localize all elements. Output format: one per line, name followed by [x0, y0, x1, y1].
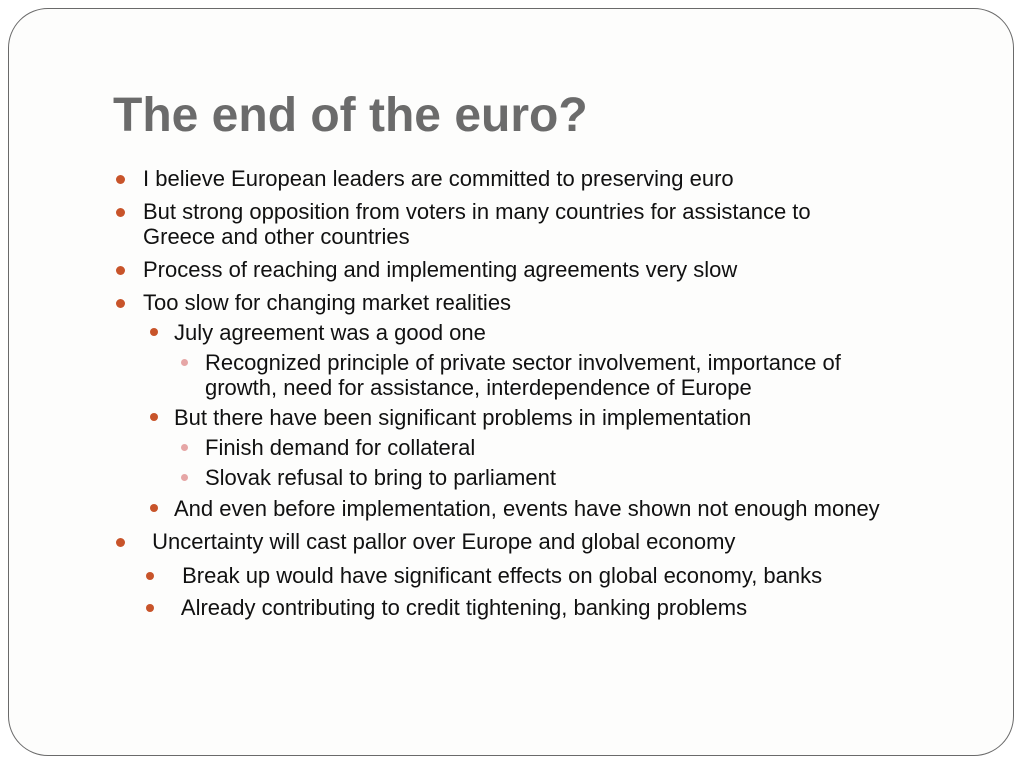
- bullet-marker: [150, 328, 158, 336]
- bullet-text-continuation: growth, need for assistance, interdependence of Europe: [205, 375, 752, 400]
- bullet-text: Break up would have significant effects on global economy, banks: [176, 563, 823, 588]
- bullet-text: But there have been significant problems in implementation: [174, 405, 752, 430]
- slide-title: The end of the euro?: [113, 89, 588, 142]
- bullet-text: Too slow for changing market realities: [143, 290, 512, 315]
- bullet-text: But strong opposition from voters in many countries for assistance to: [143, 199, 811, 224]
- bullet-text: July agreement was a good one: [174, 320, 486, 345]
- bullet-text: Recognized principle of private sector involvement, importance of: [205, 350, 841, 375]
- bullet-text: And even before implementation, events have shown not enough money: [174, 496, 880, 521]
- bullet-marker: [116, 299, 125, 308]
- bullet-marker: [181, 359, 188, 366]
- bullet-marker: [116, 266, 125, 275]
- bullet-marker: [181, 444, 188, 451]
- bullet-text: I believe European leaders are committed to preserving euro: [143, 166, 734, 191]
- bullet-marker: [146, 604, 154, 612]
- bullet-text: Process of reaching and implementing agreements very slow: [143, 257, 738, 282]
- bullet-text-continuation: Greece and other countries: [143, 224, 410, 249]
- bullet-text: Finish demand for collateral: [205, 435, 476, 460]
- bullet-marker: [116, 208, 125, 217]
- bullet-text: Uncertainty will cast pallor over Europe and global economy: [146, 529, 736, 554]
- bullet-marker: [116, 175, 125, 184]
- bullet-text: Already contributing to credit tightening, banking problems: [176, 595, 748, 620]
- bullet-marker: [181, 474, 188, 481]
- bullet-marker: [150, 504, 158, 512]
- bullet-marker: [146, 572, 154, 580]
- bullet-marker: [116, 538, 125, 547]
- bullet-text: Slovak refusal to bring to parliament: [205, 465, 556, 490]
- bullet-marker: [150, 413, 158, 421]
